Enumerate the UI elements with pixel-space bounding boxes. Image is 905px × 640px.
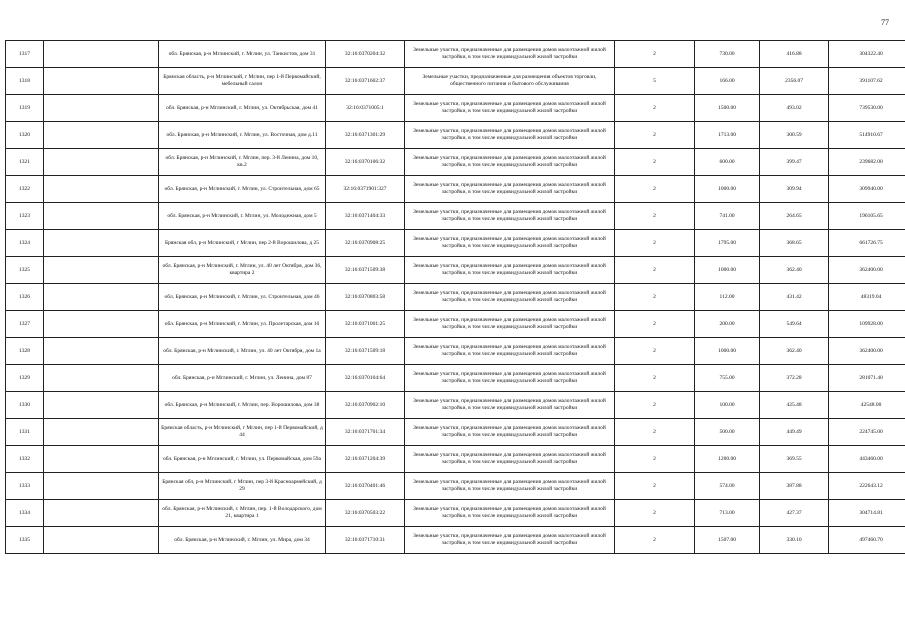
page-number: 77 [881,18,889,27]
table-row [6,446,905,473]
cadastral-number-cell: 32:16:0370106:32 [326,149,405,176]
cadastral-number-cell: 32:16:0371301:29 [326,122,405,149]
unit-value-cell: 330.10 [760,527,829,554]
row-number-cell: 1327 [6,311,44,338]
unit-value-cell: 387.88 [760,473,829,500]
row-number-cell: 1330 [6,392,44,419]
table-row [6,41,905,68]
unit-value-cell: 362.40 [760,257,829,284]
table-row [6,311,905,338]
empty-cell [44,203,159,230]
category-cell: 2 [615,473,695,500]
empty-cell [44,473,159,500]
address-cell: Брянская обл, р-н Мглинский, г Мглин, пер 3-й Красноармейский, д 29 [159,473,326,500]
empty-cell [44,176,159,203]
category-cell: 2 [615,230,695,257]
permitted-use-cell: Земельные участки, предназначенные для размещения домов малоэтажной жилой застройки, в том числе индивидуальной жилой застройки [405,149,615,176]
cadastral-number-cell: 32:16:0371901:327 [326,176,405,203]
address-cell: Брянская область, р-н Мглинский, г Мглин, пер 1-й Первомайский, мебельный салон [159,68,326,95]
cadastral-number-cell: 32:16:0371509:18 [326,338,405,365]
address-cell: обл. Брянская, р-н Мглинский, г. Мглин, пер. 3-й Ленина, дом 10, кв.2 [159,149,326,176]
table-row [6,95,905,122]
table-row [6,68,905,95]
empty-cell [44,311,159,338]
address-cell: обл. Брянская, р-н Мглинский, г. Мглин, ул. 40 лет Октября, дом 1а [159,338,326,365]
permitted-use-cell: Земельные участки, предназначенные для размещения домов малоэтажной жилой застройки, в том числе индивидуальной жилой застройки [405,527,615,554]
area-cell: 200.00 [695,311,760,338]
cadastral-number-cell: 32:16:0371701:34 [326,419,405,446]
area-cell: 112.00 [695,284,760,311]
table-body [6,41,905,554]
table-row [6,284,905,311]
row-number-cell: 1325 [6,257,44,284]
category-cell: 2 [615,149,695,176]
address-cell: обл. Брянская, р-н Мглинский, г. Мглин, ул. Первомайская, дом 59а [159,446,326,473]
permitted-use-cell: Земельные участки, предназначенные для размещения домов малоэтажной жилой застройки, в том числе индивидуальной жилой застройки [405,41,615,68]
area-cell: 755.00 [695,365,760,392]
empty-cell [44,257,159,284]
row-number-cell: 1320 [6,122,44,149]
table-row [6,500,905,527]
address-cell: обл. Брянская, р-н Мглинский, г. Мглин, пер. Ворошилова, дом 38 [159,392,326,419]
permitted-use-cell: Земельные участки, предназначенные для размещения домов малоэтажной жилой застройки, в том числе индивидуальной жилой застройки [405,500,615,527]
cadastral-value-cell: 362400.00 [829,338,905,365]
unit-value-cell: 2356.07 [760,68,829,95]
category-cell: 2 [615,419,695,446]
address-cell: обл. Брянская, р-н Мглинский, г. Мглин, ул. Восточная, дом д.11 [159,122,326,149]
empty-cell [44,230,159,257]
row-number-cell: 1321 [6,149,44,176]
row-number-cell: 1324 [6,230,44,257]
permitted-use-cell: Земельные участки, предназначенные для размещения домов малоэтажной жилой застройки, в том числе индивидуальной жилой застройки [405,257,615,284]
empty-cell [44,338,159,365]
cadastral-value-cell: 224745.00 [829,419,905,446]
cadastral-number-cell: 32:16:0371001:25 [326,311,405,338]
empty-cell [44,149,159,176]
row-number-cell: 1319 [6,95,44,122]
empty-cell [44,284,159,311]
empty-cell [44,68,159,95]
permitted-use-cell: Земельные участки, предназначенные для размещения домов малоэтажной жилой застройки, в том числе индивидуальной жилой застройки [405,311,615,338]
cadastral-number-cell: 32:16:0371710:31 [326,527,405,554]
category-cell: 2 [615,257,695,284]
area-cell: 166.00 [695,68,760,95]
cadastral-value-cell: 497460.70 [829,527,905,554]
row-number-cell: 1328 [6,338,44,365]
empty-cell [44,446,159,473]
table-row [6,392,905,419]
address-cell: обл. Брянская, р-н Мглинский, г. Мглин, ул. Октябрьская, дом 41 [159,95,326,122]
cadastral-number-cell: 32:16:0371602:37 [326,68,405,95]
table-row [6,419,905,446]
unit-value-cell: 493.02 [760,95,829,122]
table-row [6,122,905,149]
area-cell: 1000.00 [695,176,760,203]
address-cell: обл. Брянская, р-н Мглинский, г. Мглин, пер. 1-й Володарского, дом 21, квартира 1 [159,500,326,527]
row-number-cell: 1331 [6,419,44,446]
cadastral-value-cell: 304714.81 [829,500,905,527]
permitted-use-cell: Земельные участки, предназначенные для размещения домов малоэтажной жилой застройки, в том числе индивидуальной жилой застройки [405,203,615,230]
permitted-use-cell: Земельные участки, предназначенные для размещения домов малоэтажной жилой застройки, в том числе индивидуальной жилой застройки [405,392,615,419]
empty-cell [44,122,159,149]
permitted-use-cell: Земельные участки, предназначенные для размещения домов малоэтажной жилой застройки, в том числе индивидуальной жилой застройки [405,419,615,446]
address-cell: обл. Брянская, р-н Мглинский, г. Мглин, ул. Строительная, дом 65 [159,176,326,203]
area-cell: 1713.00 [695,122,760,149]
unit-value-cell: 427.37 [760,500,829,527]
permitted-use-cell: Земельные участки, предназначенные для размещения домов малоэтажной жилой застройки, в том числе индивидуальной жилой застройки [405,365,615,392]
row-number-cell: 1332 [6,446,44,473]
address-cell: обл. Брянская, р-н Мглинский, г. Мглин, ул. Строительная, дом 46 [159,284,326,311]
unit-value-cell: 416.88 [760,41,829,68]
permitted-use-cell: Земельные участки, предназначенные для размещения домов малоэтажной жилой застройки, в том числе индивидуальной жилой застройки [405,284,615,311]
cadastral-number-cell: 32:16:0370204:32 [326,41,405,68]
category-cell: 2 [615,95,695,122]
cadastral-value-cell: 514910.67 [829,122,905,149]
area-cell: 730.00 [695,41,760,68]
address-cell: обл. Брянская, р-н Мглинский, г. Мглин, ул. Ленина, дом 87 [159,365,326,392]
area-cell: 600.00 [695,149,760,176]
cadastral-value-cell: 739530.00 [829,95,905,122]
row-number-cell: 1326 [6,284,44,311]
land-plots-table [5,40,905,554]
cadastral-value-cell: 239682.00 [829,149,905,176]
unit-value-cell: 309.94 [760,176,829,203]
cadastral-value-cell: 222643.12 [829,473,905,500]
permitted-use-cell: Земельные участки, предназначенные для размещения домов малоэтажной жилой застройки, в том числе индивидуальной жилой застройки [405,176,615,203]
address-cell: обл. Брянская, р-н Мглинский, г. Мглин, ул. Танкистов, дом 31 [159,41,326,68]
cadastral-number-cell: 32:16:0370503:22 [326,500,405,527]
category-cell: 2 [615,311,695,338]
cadastral-value-cell: 196105.65 [829,203,905,230]
area-cell: 1500.00 [695,95,760,122]
table-row [6,176,905,203]
table-row [6,230,905,257]
row-number-cell: 1333 [6,473,44,500]
cadastral-value-cell: 48319.04 [829,284,905,311]
cadastral-number-cell: 32:16:0371404:33 [326,203,405,230]
table-row [6,257,905,284]
area-cell: 500.00 [695,419,760,446]
table-row [6,527,905,554]
cadastral-number-cell: 32:16:0370908:25 [326,230,405,257]
permitted-use-cell: Земельные участки, предназначенные для размещения объектов торговли, общественного питания и бытового обслуживания [405,68,615,95]
cadastral-number-cell: 32:16:0370902:10 [326,392,405,419]
table-row [6,338,905,365]
unit-value-cell: 549.64 [760,311,829,338]
category-cell: 2 [615,446,695,473]
permitted-use-cell: Земельные участки, предназначенные для размещения домов малоэтажной жилой застройки, в том числе индивидуальной жилой застройки [405,446,615,473]
area-cell: 1000.00 [695,257,760,284]
table-row [6,203,905,230]
row-number-cell: 1329 [6,365,44,392]
unit-value-cell: 368.65 [760,230,829,257]
address-cell: обл. Брянская, р-н Мглинский, г. Мглин, ул. 40 лет Октября, дом 36, квартира 2 [159,257,326,284]
cadastral-value-cell: 109928.00 [829,311,905,338]
row-number-cell: 1335 [6,527,44,554]
empty-cell [44,392,159,419]
unit-value-cell: 399.47 [760,149,829,176]
cadastral-value-cell: 309940.00 [829,176,905,203]
category-cell: 2 [615,203,695,230]
table-row [6,149,905,176]
address-cell: Брянская обл, р-н Мглинский, г Мглин, пер 2-й Ворошилова, д 25 [159,230,326,257]
empty-cell [44,365,159,392]
area-cell: 1000.00 [695,338,760,365]
unit-value-cell: 425.48 [760,392,829,419]
unit-value-cell: 264.65 [760,203,829,230]
permitted-use-cell: Земельные участки, предназначенные для размещения домов малоэтажной жилой застройки, в том числе индивидуальной жилой застройки [405,230,615,257]
category-cell: 2 [615,392,695,419]
category-cell: 2 [615,365,695,392]
cadastral-value-cell: 661726.75 [829,230,905,257]
empty-cell [44,500,159,527]
address-cell: обл. Брянская, р-н Мглинский, г. Мглин, ул. Мира, дом 34 [159,527,326,554]
area-cell: 100.00 [695,392,760,419]
row-number-cell: 1323 [6,203,44,230]
address-cell: обл. Брянская, р-н Мглинский, г. Мглин, ул. Молодежная, дом 5 [159,203,326,230]
category-cell: 2 [615,41,695,68]
cadastral-value-cell: 362400.00 [829,257,905,284]
empty-cell [44,41,159,68]
cadastral-number-cell: 32:16:0370401:46 [326,473,405,500]
area-cell: 1507.00 [695,527,760,554]
cadastral-number-cell: 32:16:0370803:58 [326,284,405,311]
category-cell: 2 [615,338,695,365]
row-number-cell: 1334 [6,500,44,527]
cadastral-value-cell: 391107.62 [829,68,905,95]
table-row [6,473,905,500]
permitted-use-cell: Земельные участки, предназначенные для размещения домов малоэтажной жилой застройки, в том числе индивидуальной жилой застройки [405,122,615,149]
area-cell: 713.00 [695,500,760,527]
row-number-cell: 1318 [6,68,44,95]
permitted-use-cell: Земельные участки, предназначенные для размещения домов малоэтажной жилой застройки, в том числе индивидуальной жилой застройки [405,95,615,122]
category-cell: 2 [615,122,695,149]
unit-value-cell: 300.59 [760,122,829,149]
unit-value-cell: 449.49 [760,419,829,446]
area-cell: 1200.00 [695,446,760,473]
category-cell: 2 [615,176,695,203]
cadastral-value-cell: 443460.00 [829,446,905,473]
empty-cell [44,527,159,554]
row-number-cell: 1322 [6,176,44,203]
address-cell: Брянская область, р-н Мглинский, г Мглин, пер 1-й Первомайский, д 44 [159,419,326,446]
unit-value-cell: 362.40 [760,338,829,365]
table-row [6,365,905,392]
cadastral-number-cell: 32:16:0371509:38 [326,257,405,284]
address-cell: обл. Брянская, р-н Мглинский, г. Мглин, ул. Пролетарская, дом 16 [159,311,326,338]
permitted-use-cell: Земельные участки, предназначенные для размещения домов малоэтажной жилой застройки, в том числе индивидуальной жилой застройки [405,473,615,500]
unit-value-cell: 372.28 [760,365,829,392]
area-cell: 741.00 [695,203,760,230]
cadastral-value-cell: 304322.40 [829,41,905,68]
category-cell: 2 [615,500,695,527]
category-cell: 2 [615,284,695,311]
area-cell: 574.00 [695,473,760,500]
empty-cell [44,95,159,122]
unit-value-cell: 431.42 [760,284,829,311]
row-number-cell: 1317 [6,41,44,68]
permitted-use-cell: Земельные участки, предназначенные для размещения домов малоэтажной жилой застройки, в том числе индивидуальной жилой застройки [405,338,615,365]
unit-value-cell: 369.55 [760,446,829,473]
category-cell: 2 [615,527,695,554]
empty-cell [44,419,159,446]
cadastral-number-cell: 32:16:0371204:39 [326,446,405,473]
cadastral-number-cell: 32:16:0371005:1 [326,95,405,122]
area-cell: 1795.00 [695,230,760,257]
cadastral-number-cell: 32:16:0370104:64 [326,365,405,392]
cadastral-value-cell: 281071.40 [829,365,905,392]
category-cell: 5 [615,68,695,95]
cadastral-value-cell: 42548.00 [829,392,905,419]
